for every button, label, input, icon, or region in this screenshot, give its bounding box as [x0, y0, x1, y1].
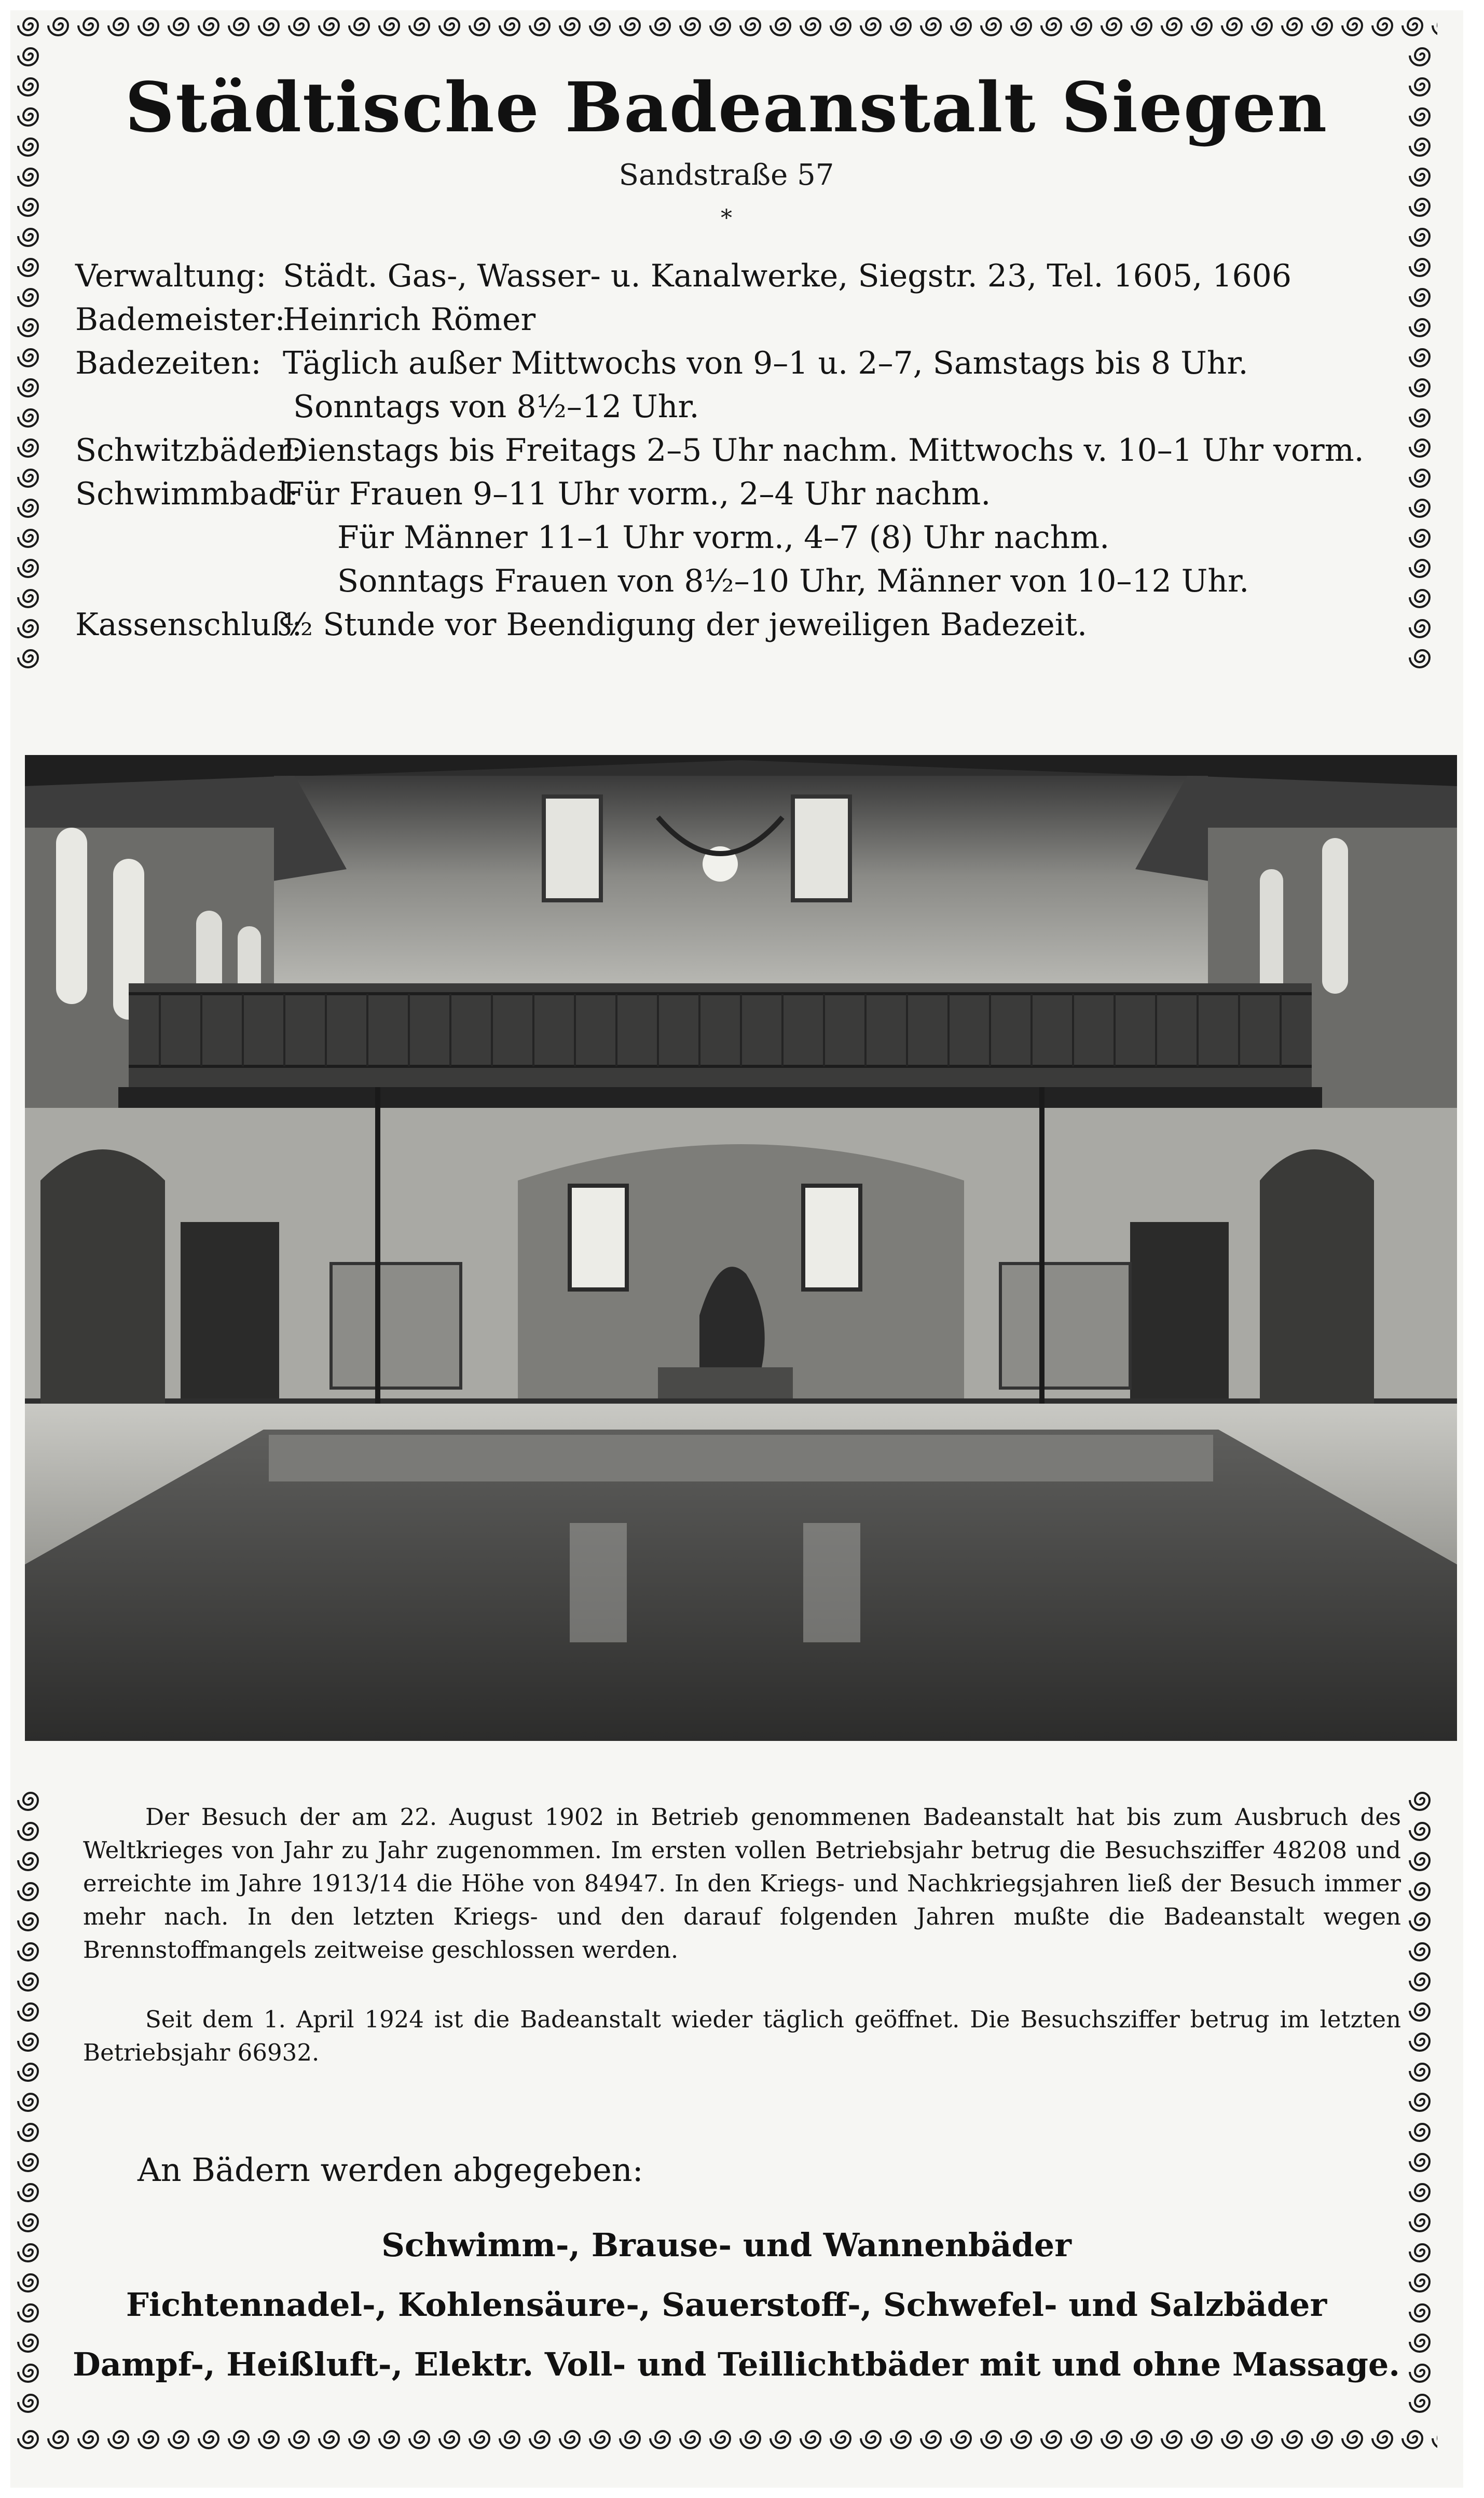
top-spiral-border — [16, 10, 1437, 40]
pool-steps — [269, 1435, 1213, 1481]
schwimmbad-continuation-1: Für Männer 11–1 Uhr vorm., 4–7 (8) Uhr nachm. — [337, 519, 1110, 556]
schwitzbaeder-value: Dienstags bis Freitags 2–5 Uhr nachm. Mittwochs v. 10–1 Uhr vorm. — [283, 432, 1364, 469]
reopening-paragraph: Seit dem 1. April 1924 ist die Badeanstalt wieder täglich geöffnet. Die Besuchsziffer betrug im letzten Betriebsjahr 66932. — [83, 2006, 1401, 2066]
baths-heading: An Bädern werden abgegeben: — [138, 2151, 643, 2189]
gallery-railing-area — [129, 983, 1312, 1087]
schwimmbad-continuation-2: Sonntags Frauen von 8½–10 Uhr, Männer von 10–12 Uhr. — [337, 563, 1249, 599]
right-window-1 — [1322, 838, 1348, 994]
badezeiten-value: Täglich außer Mittwochs von 9–1 u. 2–7, Samstags bis 8 Uhr. — [283, 345, 1248, 381]
schwimmbad-value: Für Frauen 9–11 Uhr vorm., 2–4 Uhr nachm. — [283, 476, 991, 512]
right-door — [1130, 1222, 1229, 1398]
bottom-spiral-border — [16, 2423, 1437, 2453]
baths-line-2: Fichtennadel-, Kohlensäure-, Sauerstoff-, Schwefel- und Salzbäder — [126, 2286, 1327, 2324]
info-row-badezeiten — [75, 341, 1383, 385]
info-row-schwimmbad — [75, 472, 1383, 516]
badezeiten-continuation: Sonntags von 8½–12 Uhr. — [293, 389, 699, 425]
right-wall-panel — [1000, 1264, 1130, 1388]
verwaltung-value: Städt. Gas-, Wasser- u. Kanalwerke, Siegstr. 23, Tel. 1605, 1606 — [283, 258, 1292, 294]
bademeister-label: Bademeister: — [75, 301, 285, 338]
left-spiral-border-lower — [16, 1785, 46, 2423]
gallery-beam — [118, 1087, 1322, 1108]
window-reflection-left — [570, 1523, 627, 1642]
history-paragraph: Der Besuch der am 22. August 1902 in Betrieb genommenen Badeanstalt hat bis zum Ausbruch des Weltkrieges von Jahr zu Jahr zugenommen. Im ersten vollen Betriebsjahr betrug die Besuchsziffer 48208 und erreichte im Jahre 1913/14 die Höhe von 84947. In den Kriegs- und Nachkriegsjahren ließ der Besuch immer mehr nach. In den letzten Kriegs- und den darauf folgenden Jahren mußte die Badeanstalt wegen Brennstoffmangels zeitweise geschlossen werden. — [83, 1803, 1401, 1964]
badezeiten-label: Badezeiten: — [75, 345, 262, 381]
left-window-1 — [56, 828, 87, 1004]
back-upper-wall — [274, 776, 1208, 999]
address-line: Sandstraße 57 — [619, 158, 834, 192]
fountain-base — [658, 1367, 793, 1398]
window-reflection-right — [803, 1523, 860, 1642]
info-row-kassenschluss — [75, 603, 1383, 647]
arch-window-left — [570, 1186, 627, 1289]
left-door — [181, 1222, 279, 1398]
right-spiral-border-upper — [1407, 40, 1437, 679]
schwitzbaeder-label: Schwitzbäder: — [75, 432, 302, 469]
info-block — [75, 254, 1383, 647]
info-row-bademeister — [75, 298, 1383, 341]
swimming-hall-illustration — [25, 755, 1457, 1741]
left-spiral-border-upper — [16, 40, 46, 679]
kassenschluss-value: ½ Stunde vor Beendigung der jeweiligen Badezeit. — [283, 607, 1088, 643]
arch-window-right — [803, 1186, 860, 1289]
schwimmbad-label: Schwimmbad: — [75, 476, 299, 512]
kassenschluss-label: Kassenschluß: — [75, 607, 303, 643]
bademeister-value: Heinrich Römer — [283, 301, 536, 338]
left-wall-panel — [331, 1264, 461, 1388]
document-title: Städtische Badeanstalt Siegen — [125, 67, 1328, 148]
star-ornament: * — [721, 205, 732, 231]
info-row-verwaltung — [75, 254, 1383, 298]
left-arch — [40, 1149, 165, 1430]
right-arch — [1260, 1149, 1374, 1430]
upper-window-left — [544, 797, 601, 900]
verwaltung-label: Verwaltung: — [75, 258, 267, 294]
baths-line-3: Dampf-, Heißluft-, Elektr. Voll- und Teillichtbäder mit und ohne Massage. — [73, 2345, 1400, 2383]
swimming-hall-photo — [25, 755, 1457, 1741]
info-row-schwitzbaeder — [75, 429, 1383, 472]
baths-line-1: Schwimm-, Brause- und Wannenbäder — [381, 2226, 1071, 2264]
right-spiral-border-lower — [1407, 1785, 1437, 2423]
upper-window-right — [793, 797, 850, 900]
